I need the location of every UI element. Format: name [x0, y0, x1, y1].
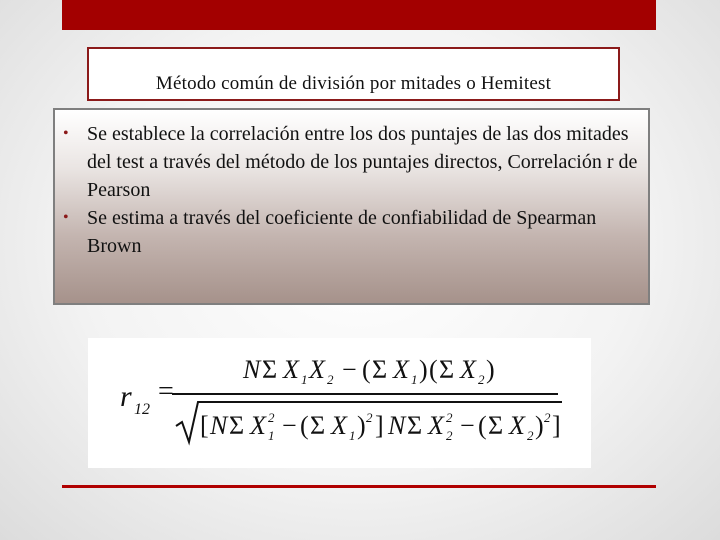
svg-text:(: (	[362, 355, 371, 384]
svg-text:N: N	[210, 411, 228, 440]
svg-text:X: X	[309, 355, 325, 384]
svg-text:X: X	[393, 355, 409, 384]
svg-text:X: X	[460, 355, 476, 384]
formula-denominator	[200, 410, 561, 443]
svg-text:2: 2	[327, 372, 334, 387]
svg-text:−: −	[460, 411, 475, 440]
svg-text:1: 1	[301, 372, 308, 387]
top-accent-bar	[62, 0, 656, 30]
svg-text:2: 2	[527, 428, 534, 443]
formula-numerator	[242, 355, 495, 387]
svg-text:Σ: Σ	[439, 355, 455, 384]
svg-text:2: 2	[446, 428, 453, 443]
svg-text:1: 1	[349, 428, 356, 443]
slide-title: Método común de división por mitades o Hemitest	[155, 73, 552, 94]
svg-text:[: [	[200, 411, 209, 440]
formula-equals: =	[158, 376, 174, 407]
svg-text:−: −	[342, 355, 357, 384]
bullet-icon: •	[63, 209, 69, 226]
svg-text:Σ: Σ	[407, 411, 423, 440]
svg-text:]: ]	[552, 411, 561, 440]
svg-text:X: X	[283, 355, 299, 384]
title-box	[87, 47, 620, 101]
bullet-item	[63, 204, 638, 260]
bullet-text: Se establece la correlación entre los dos puntajes de las dos mitades del test a través del método de los puntajes directos, Correlación r de Pearson	[87, 123, 638, 201]
formula-r-subscript: 12	[134, 401, 150, 418]
svg-text:Σ: Σ	[262, 355, 278, 384]
svg-text:1: 1	[268, 428, 275, 443]
svg-text:(: (	[300, 411, 309, 440]
bullet-icon: •	[63, 125, 69, 142]
svg-text:Σ: Σ	[372, 355, 388, 384]
bullet-item	[63, 120, 638, 204]
svg-text:(: (	[429, 355, 438, 384]
svg-text:): )	[419, 355, 428, 384]
svg-text:X: X	[509, 411, 525, 440]
svg-text:Σ: Σ	[310, 411, 326, 440]
svg-text:Σ: Σ	[488, 411, 504, 440]
svg-text:X: X	[331, 411, 347, 440]
svg-text:X: X	[428, 411, 444, 440]
svg-text:−: −	[282, 411, 297, 440]
svg-text:): )	[535, 411, 544, 440]
svg-text:N: N	[243, 355, 261, 384]
svg-text:Σ: Σ	[229, 411, 245, 440]
content-box	[53, 108, 650, 305]
svg-text:]: ]	[375, 411, 384, 440]
bottom-divider-line	[62, 485, 656, 488]
svg-text:X: X	[250, 411, 266, 440]
svg-text:2: 2	[478, 372, 485, 387]
svg-text:2: 2	[544, 410, 551, 425]
svg-text:2: 2	[366, 410, 373, 425]
svg-text:): )	[357, 411, 366, 440]
svg-text:2: 2	[268, 410, 275, 425]
svg-text:1: 1	[411, 372, 418, 387]
formula-r: r	[120, 380, 132, 413]
svg-text:2: 2	[446, 410, 453, 425]
formula-image	[88, 338, 591, 468]
bullet-list	[55, 110, 648, 260]
svg-text:(: (	[478, 411, 487, 440]
bullet-text: Se estima a través del coeficiente de confiabilidad de Spearman Brown	[87, 207, 597, 257]
svg-text:): )	[486, 355, 495, 384]
spearman-brown-formula	[88, 338, 591, 468]
svg-text:N: N	[388, 411, 406, 440]
